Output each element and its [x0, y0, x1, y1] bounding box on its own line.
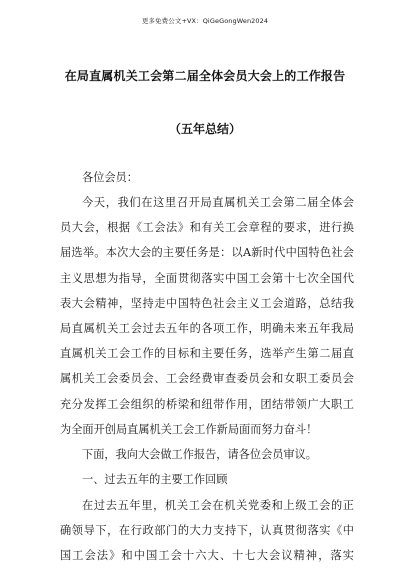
- greeting: [60, 165, 354, 190]
- paragraph-1: [60, 190, 354, 442]
- header-note: 更多免费公文+VX：QiGeGongWen2024: [141, 17, 269, 25]
- paragraph-3: [60, 493, 354, 569]
- paragraph-line: 届选举。本次大会的主要任务是：以A新时代中国特色社会: [60, 246, 354, 260]
- paragraph-line: 充分发挥工会组织的桥梁和纽带作用，团结带领广大职工: [60, 397, 354, 411]
- paragraph-line: 为全面开创局直属机关工会工作新局面而努力奋斗！: [60, 422, 318, 436]
- greeting-text: 各位会员：: [82, 171, 138, 184]
- paragraph-line: 员大会，根据《工会法》和有关工会章程的要求，进行换: [60, 221, 354, 235]
- paragraph-line: 直属机关工会工作的目标和主要任务，选举产生第二届直: [60, 347, 354, 361]
- paragraph-line: 局直属机关工会过去五年的各项工作，明确未来五年我局: [60, 321, 354, 335]
- document-subtitle: （五年总结）: [168, 122, 241, 136]
- paragraph-line: 国工会法》和中国工会十六大、十七大会议精神，落实: [60, 549, 354, 563]
- paragraph-line: 确领导下，在行政部门的大力支持下，认真贯彻落实《中: [60, 524, 354, 538]
- paragraph-line: 表大会精神，坚持走中国特色社会主义工会道路，总结我: [60, 296, 354, 310]
- section-heading: [60, 467, 354, 492]
- section-heading-text: 一、过去五年的主要工作回顾: [82, 473, 228, 486]
- paragraph-line: 今天，我们在这里召开局直属机关工会第二届全体会: [82, 196, 354, 209]
- paragraph-2: [60, 442, 354, 467]
- paragraph-line: 下面，我向大会做工作报告，请各位会员审议。: [82, 448, 317, 461]
- paragraph-line: 属机关工会委员会、工会经费审查委员会和女职工委员会: [60, 372, 354, 386]
- paragraph-line: 在过去五年里，机关工会在机关党委和上级工会的正: [82, 499, 354, 512]
- paragraph-line: 主义思想为指导，全面贯彻落实中国工会第十七次全国代: [60, 271, 354, 285]
- document-title: 在局直属机关工会第二届全体会员大会上的工作报告: [64, 69, 346, 83]
